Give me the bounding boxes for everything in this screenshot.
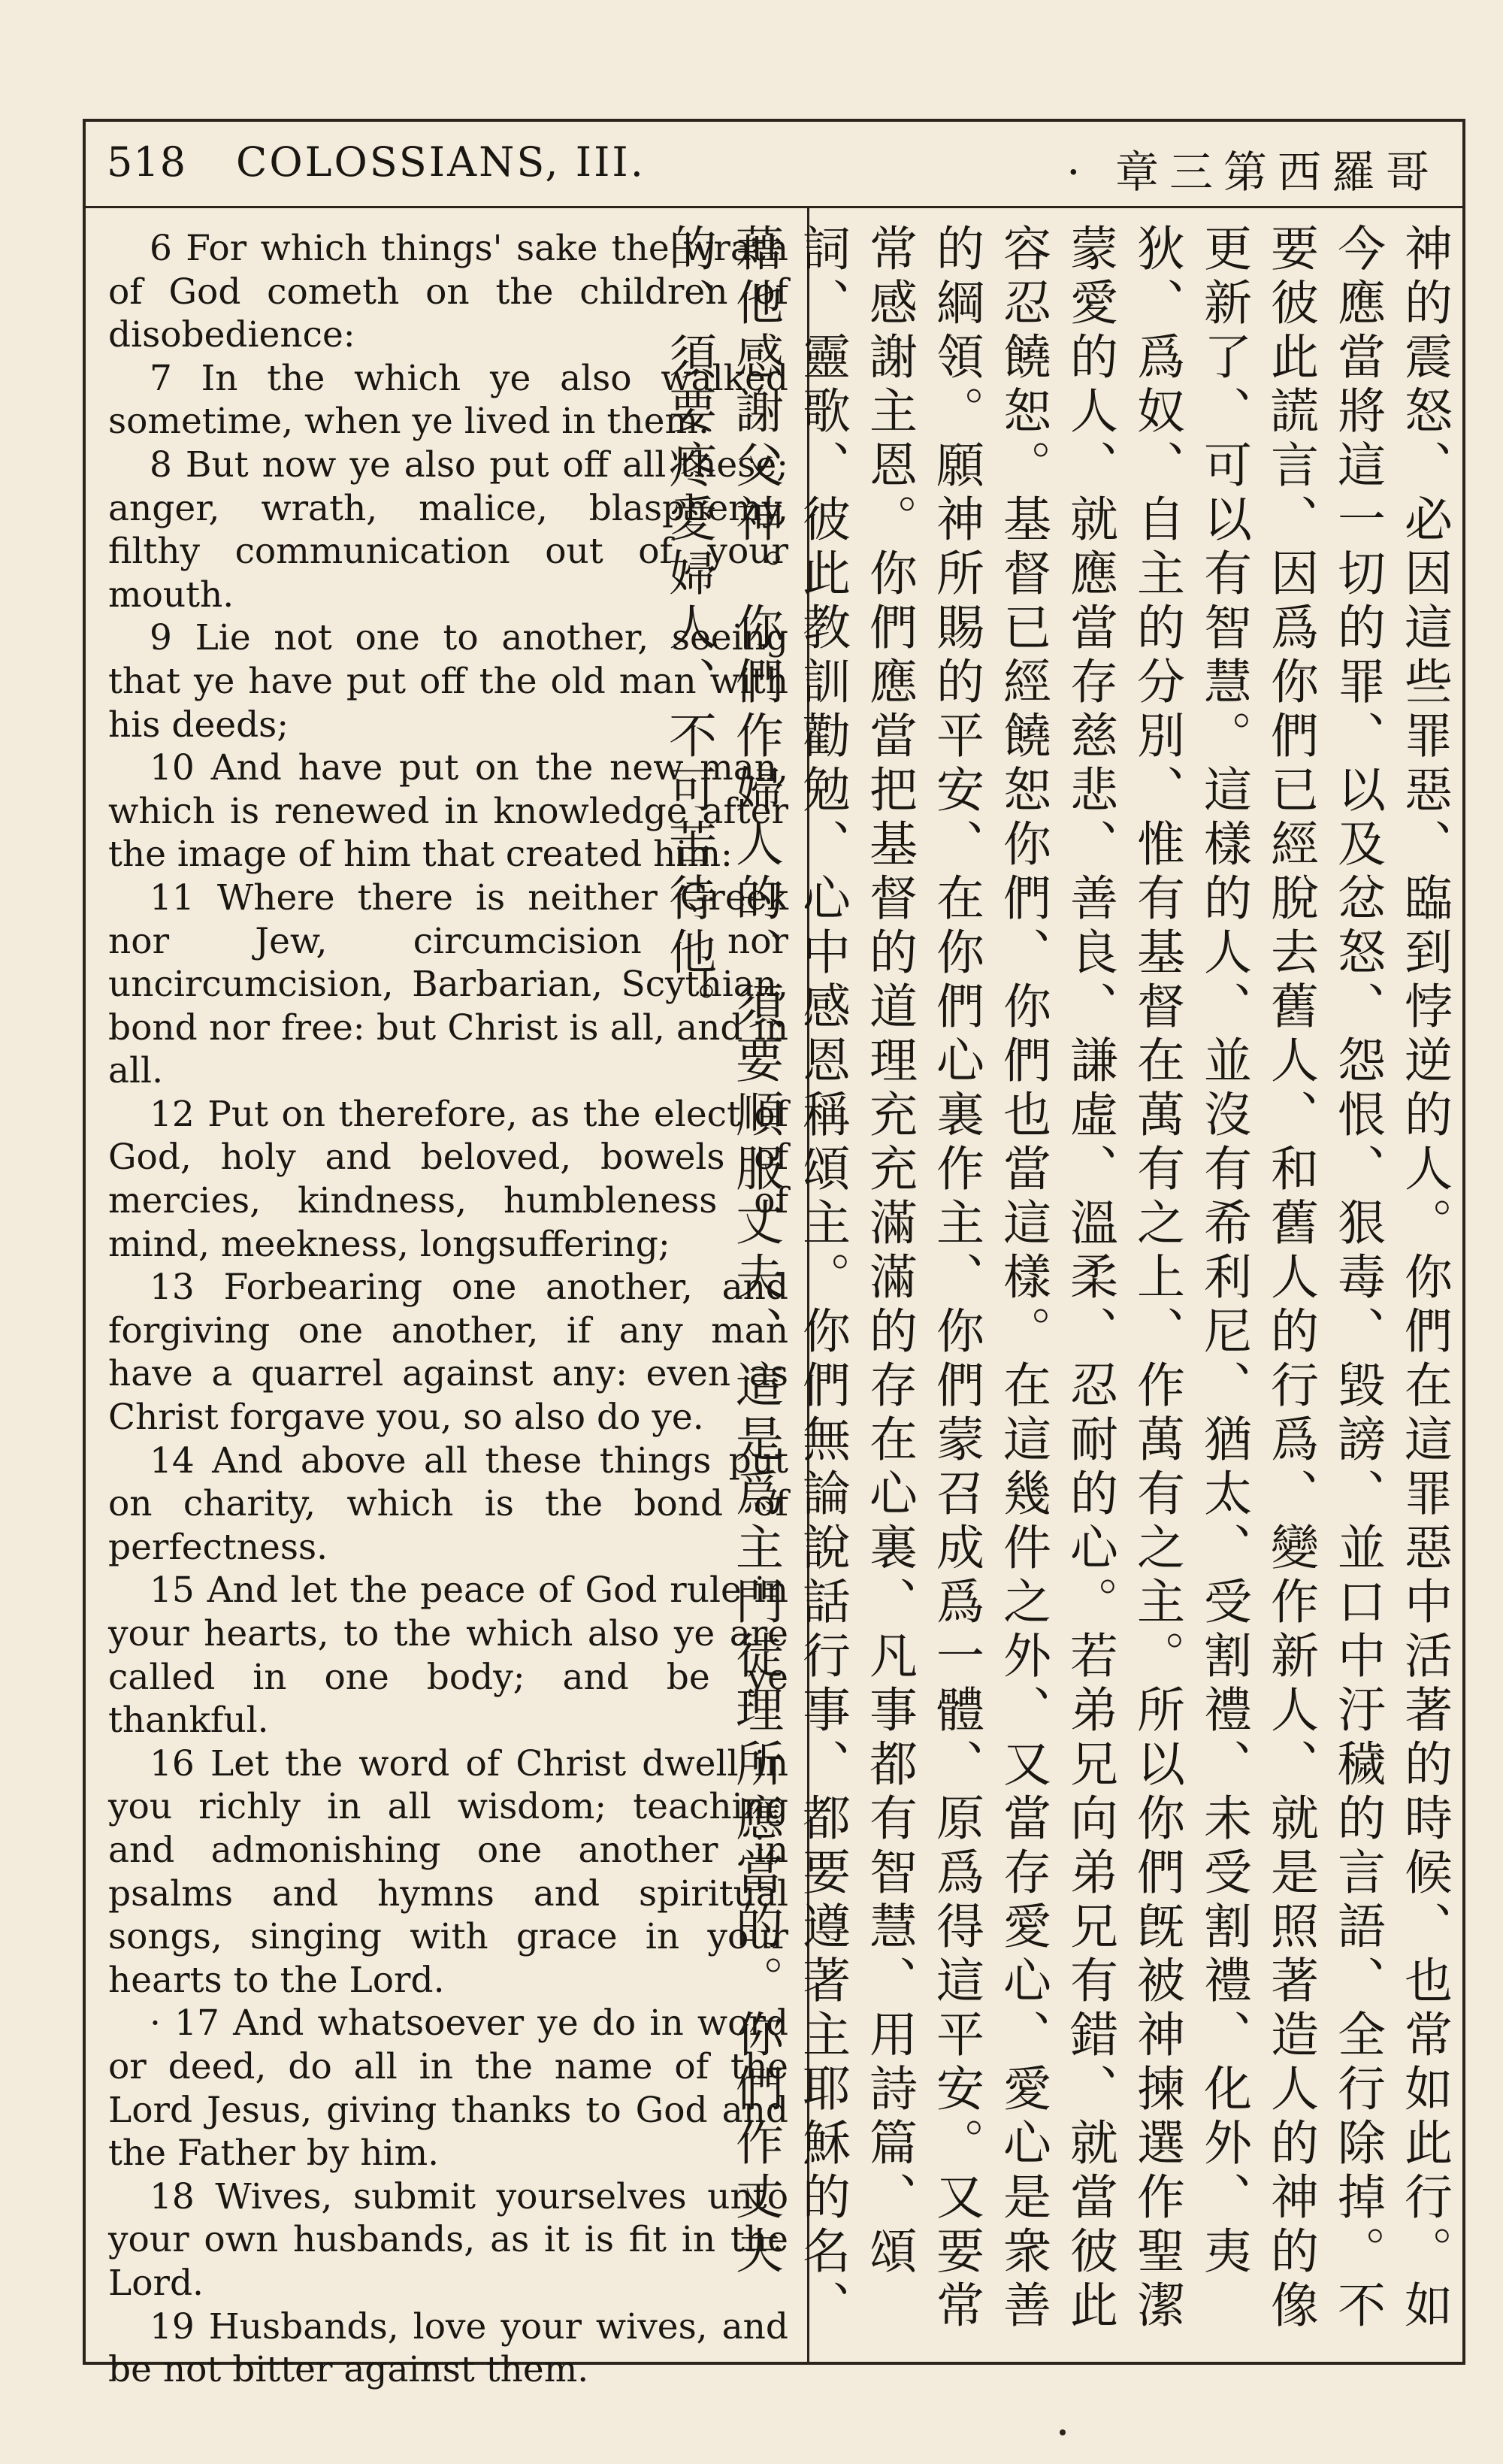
- verse-7: 7 In the which ye also walked sometime, when ye lived in them.: [108, 357, 788, 443]
- verse-9: 9 Lie not one to another, seeing that ye have put off the old man with his deeds;: [108, 617, 788, 746]
- verse-18: 18 Wives, submit yourselves unto your own husbands, as it is fit in the Lord.: [108, 2175, 788, 2304]
- verse-6: 6 For which things' sake the wrath of God cometh on the children of disobedience:: [108, 228, 788, 356]
- verse-16: 16 Let the word of Christ dwell in you richly in all wisdom; teaching and admonishing one another in psalms and hymns and spiritual songs, singing with grace in your hearts to the Lord.: [108, 1742, 788, 2001]
- chinese-column: [661, 223, 1457, 2350]
- footer-dot: [1060, 2429, 1066, 2435]
- verse-8: 8 But now ye also put off all these; anger, wrath, malice, blasphemy, filthy communication out of your mouth.: [108, 443, 788, 616]
- chinese-text: 神的震怒、必因這些罪惡、臨到悖逆的人。你們在這罪惡中活著的時候、也常如此行。如今應當將這一切的罪、以及忿怒、怨恨、狠毒、毀謗、並口中汙穢的言語、全行除掉。不要彼此謊言、因爲你們已經脫去舊人、和舊人的行爲、變作新人、就是照著造人的神的像更新了、可以有智慧。這樣的人、並沒有希利尼、猶太、受割禮、未受割禮、化外、夷狄、爲奴、自主的分別、惟有基督在萬有之上、作萬有之主。所以你們旣被神揀選作聖潔蒙愛的人、就應當存慈悲、善良、謙虛、溫柔、忍耐的心。若弟兄向弟兄有錯、就當彼此容忍饒恕。基督已經饒恕你們、你們也當這樣。在這幾件之外、又當存愛心、愛心是衆善的綱領。願神所賜的平安、在你們心裏作主、你們蒙召成爲一體、原爲得這平安。又要常常感謝主恩。你們應當把基督的道理充充滿滿的存在心裏、凡事都有智慧、用詩篇、頌詞、靈歌、彼此教訓勸勉、心中感恩稱頌主。你們無論說話行事、都要遵著主耶穌的名、藉他感謝父神。你們作婦人的、須要順服丈夫、這是爲主門徒理所應當的。你們作丈夫的、須要疼愛婦人、不可苦待他。: [661, 223, 1452, 2334]
- page-frame: [83, 119, 1465, 2391]
- verse-12: 12 Put on therefore, as the elect of God, holy and beloved, bowels of mercies, kindness, humbleness of mind, meekness, longsuffering;: [108, 1093, 788, 1265]
- book-title: COLOSSIANS, III.: [236, 138, 646, 186]
- page-header: [86, 122, 1462, 208]
- chinese-chapter-title: · 章三第西羅哥: [1066, 147, 1440, 198]
- verse-11: 11 Where there is neither Greek nor Jew, circumcision nor uncircumcision, Barbarian, Scythian, bond nor free: but Christ is all, and in all.: [108, 876, 788, 1092]
- verse-13: 13 Forbearing one another, and forgiving one another, if any man have a quarrel against any: even as Christ forgave you, so also do ye.: [108, 1267, 788, 1439]
- verse-14: 14 And above all these things put on charity, which is the bond of perfectness.: [108, 1439, 788, 1568]
- verse-10: 10 And have put on the new man, which is renewed in knowledge after the image of him that created him:: [108, 747, 788, 876]
- page-number: 518: [107, 138, 187, 186]
- verse-15: 15 And let the peace of God rule in your hearts, to the which also ye are called in one body; and be ye thankful.: [108, 1570, 788, 1742]
- verse-17: · 17 And whatsoever ye do in word or deed, do all in the name of the Lord Jesus, giving thanks to God and the Father by him.: [108, 2002, 788, 2175]
- verse-19: 19 Husbands, love your wives, and be not bitter against them.: [108, 2305, 788, 2391]
